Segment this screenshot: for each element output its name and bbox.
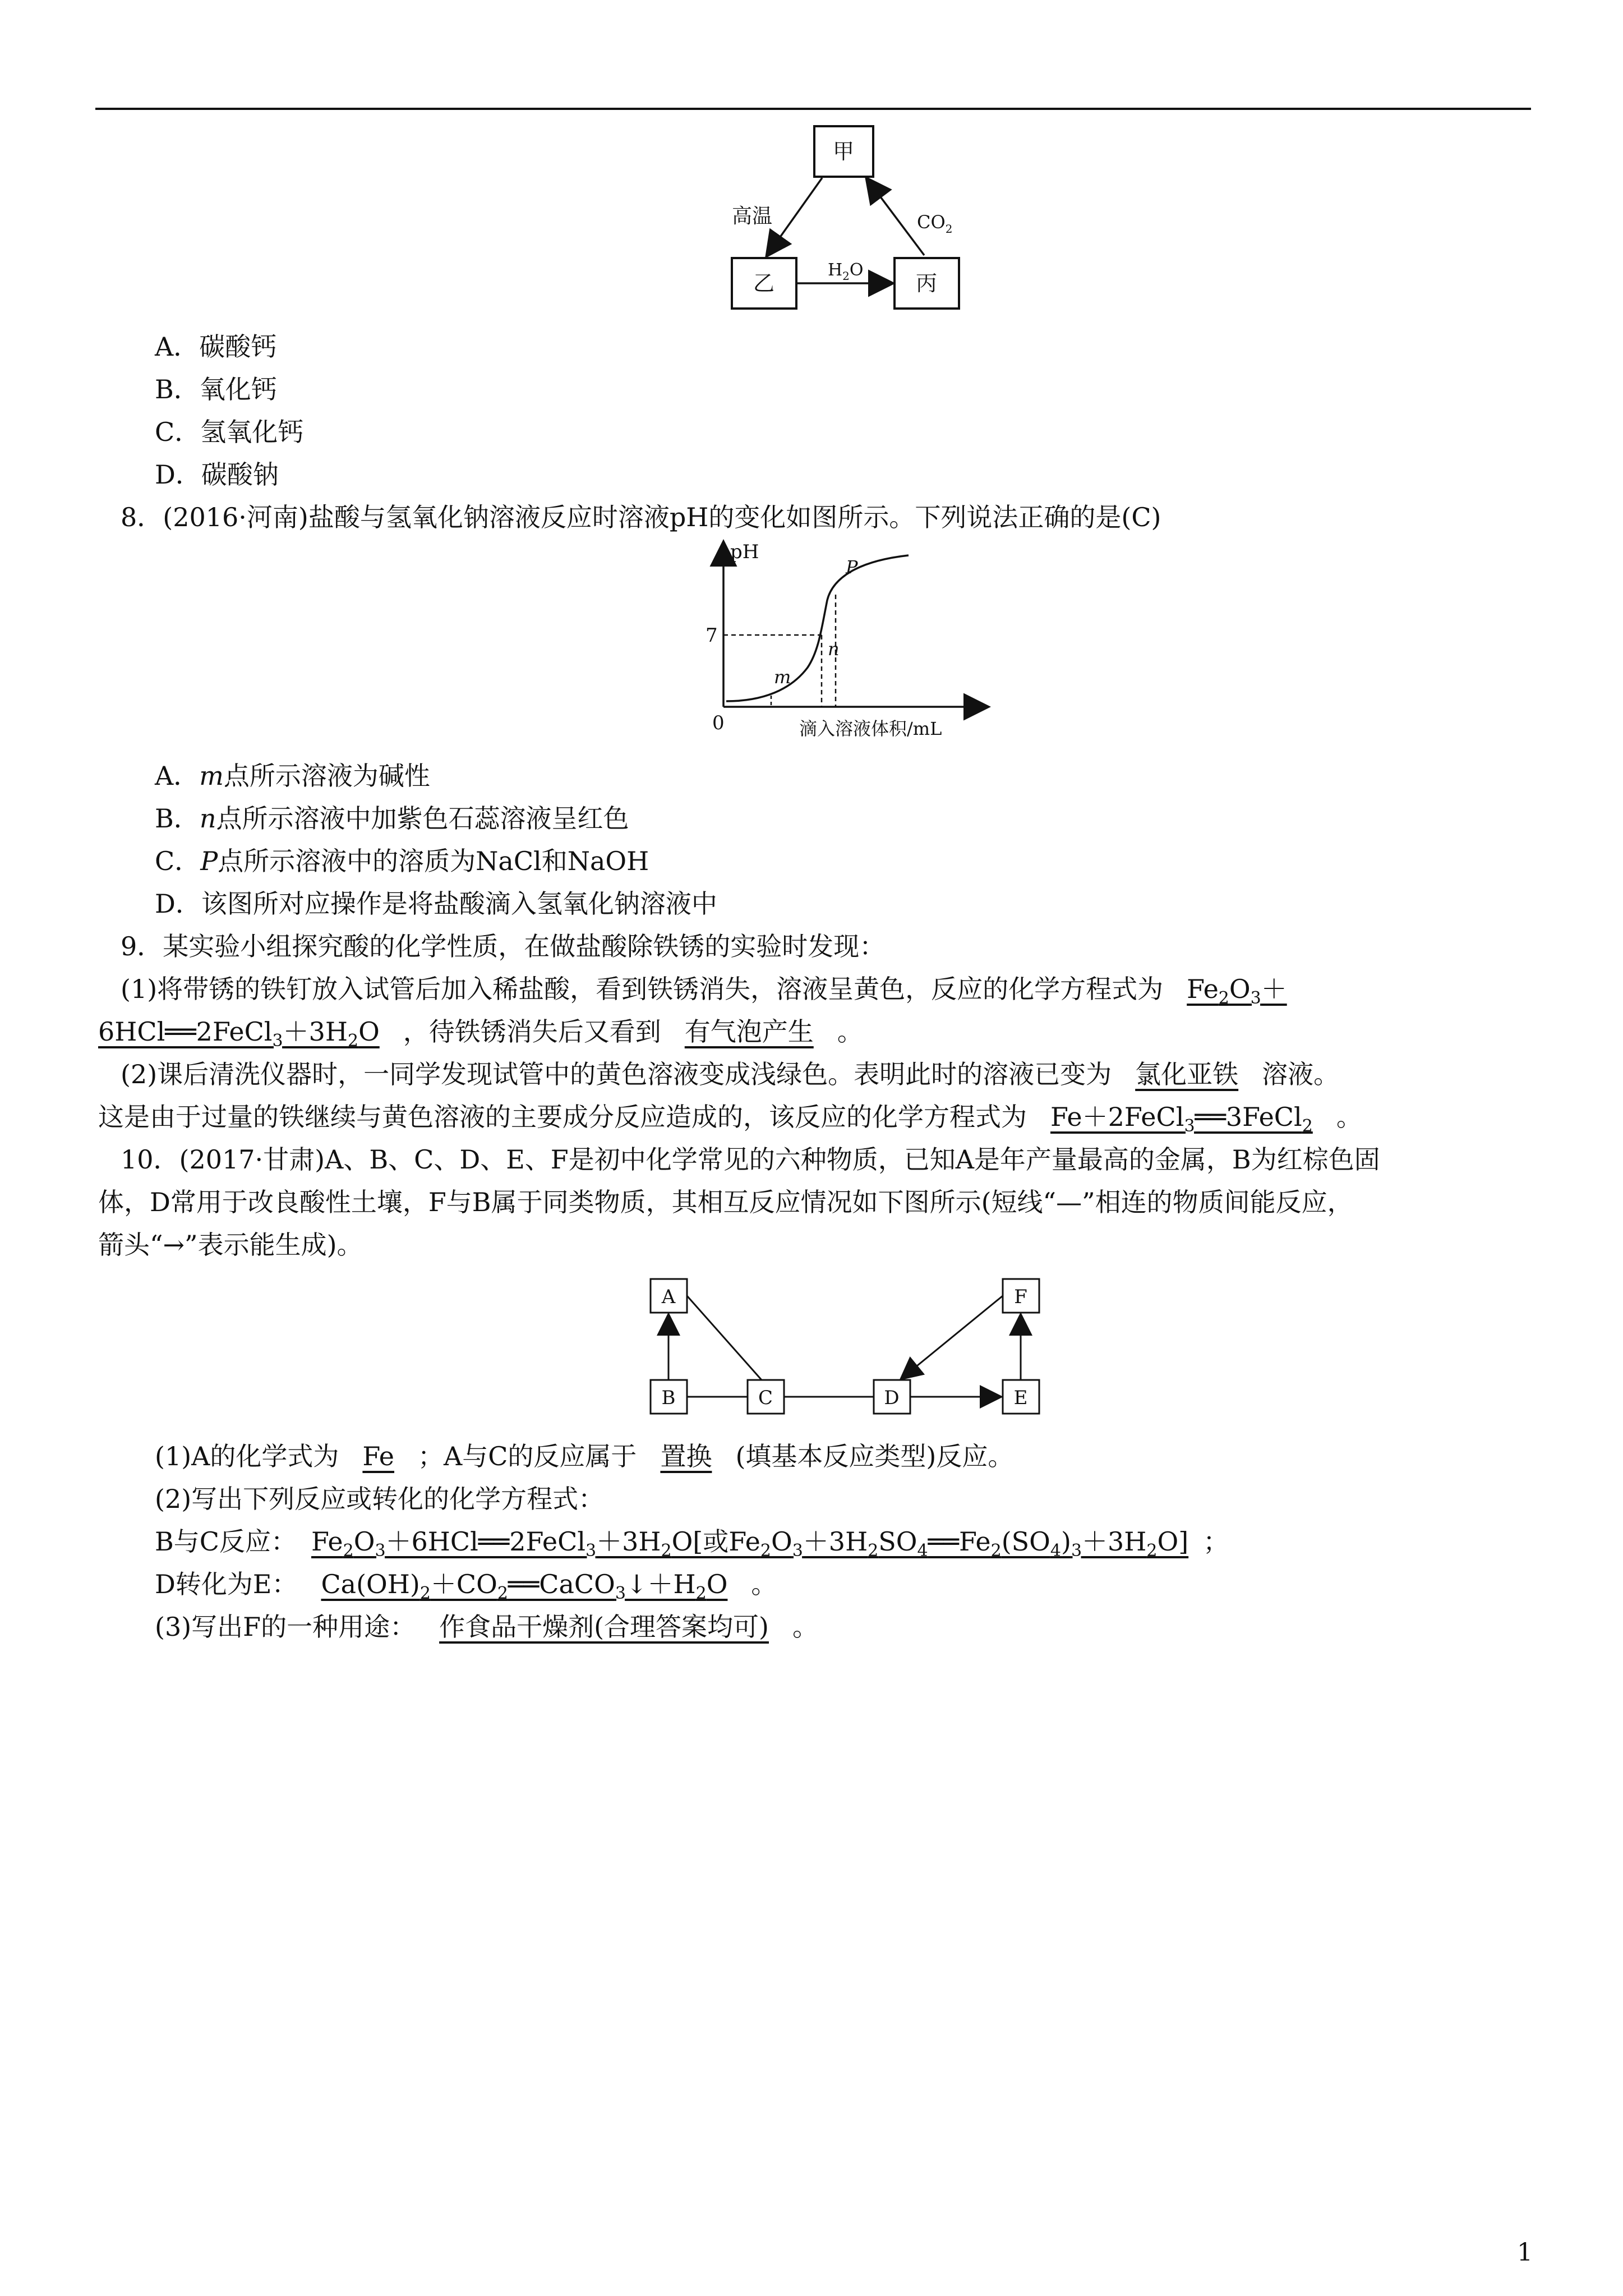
q9-part2-line2: 这是由于过量的铁继续与黄色溶液的主要成分反应造成的，该反应的化学方程式为 Fe＋2FeCl$_3$══3FeCl$_2$ 。: [98, 1102, 1362, 1137]
node-e-label: E: [1013, 1387, 1028, 1409]
node-jia-label: 甲: [832, 139, 855, 164]
label-h2o: $H_2O$: [828, 260, 864, 283]
node-yi-label: 乙: [753, 271, 775, 296]
q10-de-transformation: D转化为E： $Ca(OH)_2+CO_2══CaCO_3↓+H_2O$ 。: [155, 1569, 777, 1604]
cycle-diagram: [712, 121, 1004, 323]
node-bing-label: 丙: [915, 271, 938, 296]
q9-part1-line1: (1)将带锈的铁钉放入试管后加入稀盐酸，看到铁锈消失，溶液呈黄色，反应的化学方程式为 $Fe_2O_3+$: [121, 974, 1287, 1009]
label-n: n: [828, 638, 840, 660]
xlabel: 滴入溶液体积/mL: [799, 718, 942, 739]
node-a-label: A: [661, 1286, 676, 1308]
q7-option-c: C．氢氧化钙: [155, 417, 304, 447]
q10-stem-line3: 箭头“→”表示能生成)。: [98, 1230, 363, 1260]
q9-part1-line2: $6HCl══2FeCl_3+3H_2O$ ，待铁锈消失后又看到 有气泡产生 。: [98, 1016, 863, 1051]
q8-option-c: C．P点所示溶液中的溶质为NaCl和NaOH: [155, 846, 649, 876]
q10-bc-reaction: B与C反应： $Fe_2O_3+6HCl══2FeCl_3+3H_2O$[或$Fe_2O_3+3H_2SO_4══Fe_2(SO_4)_3+3H_2O$] ；: [155, 1526, 1229, 1561]
q10-part2: (2)写出下列反应或转化的化学方程式：: [155, 1484, 605, 1514]
q8-stem: 8．(2016·河南)盐酸与氢氧化钠溶液反应时溶液pH的变化如图所示。下列说法正确的是(C): [121, 502, 1161, 532]
q7-option-b: B．氧化钙: [155, 374, 277, 404]
q8-option-a: A．m点所示溶液为碱性: [155, 761, 430, 791]
node-b-label: B: [661, 1387, 676, 1409]
arrow-jia-to-yi: [767, 178, 822, 255]
q8-option-d: D．该图所对应操作是将盐酸滴入氢氧化钠溶液中: [155, 889, 717, 919]
top-rule: [95, 108, 1531, 110]
q10-part1: (1)A的化学式为 Fe ；A与C的反应属于 置换 (填基本反应类型)反应。: [155, 1441, 1014, 1471]
node-c-label: C: [758, 1387, 773, 1409]
q10-stem-line2: 体，D常用于改良酸性土壤，F与B属于同类物质，其相互反应情况如下图所示(短线“—”相连的物质间能反应，: [98, 1187, 1353, 1217]
q7-option-d: D．碳酸钠: [155, 459, 279, 490]
origin: 0: [712, 712, 725, 734]
q7-option-a: A．碳酸钙: [155, 332, 277, 362]
link-a-c: [687, 1296, 762, 1380]
node-f-label: F: [1014, 1286, 1027, 1308]
q10-stem-line1: 10．(2017·甘肃)A、B、C、D、E、F是初中化学常见的六种物质，已知A是年产量最高的金属，B为红棕色固: [121, 1144, 1380, 1175]
node-d-label: D: [884, 1387, 900, 1409]
q10-part3: (3)写出F的一种用途： 作食品干燥剂(合理答案均可) 。: [155, 1612, 818, 1642]
label-m: m: [774, 666, 791, 688]
arrow-bing-to-jia: [867, 179, 924, 255]
ph-chart: [695, 539, 1009, 746]
q8-option-b: B．n点所示溶液中加紫色石蕊溶液呈红色: [155, 803, 629, 834]
label-gaowen: 高温: [732, 205, 773, 228]
label-co2: $CO_2$: [917, 211, 953, 236]
ylabel: pH: [730, 541, 759, 563]
arrow-f-to-d: [902, 1296, 1003, 1378]
page-number: 1: [1517, 2238, 1533, 2267]
substance-network-diagram: [639, 1271, 1054, 1428]
ph-curve: [726, 555, 909, 701]
label-p: P: [846, 556, 858, 578]
q9-stem: 9．某实验小组探究酸的化学性质，在做盐酸除铁锈的实验时发现：: [121, 931, 886, 961]
q9-part2-line1: (2)课后清洗仪器时，一同学发现试管中的黄色溶液变成浅绿色。表明此时的溶液已变为 氯化亚铁 溶液。: [121, 1059, 1340, 1089]
tick-7: 7: [706, 624, 718, 647]
